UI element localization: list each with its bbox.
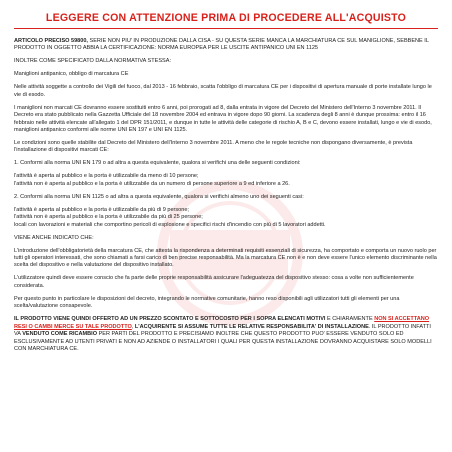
article-label: ARTICOLO PRECISO 59800, — [14, 38, 88, 44]
paragraph-uni-en-1125: 2. Conformi alla norma UNI EN 1125 o ad altra a questa equivalente, qualora si verifichi almeno uno dei seguenti casi: — [14, 193, 304, 200]
no-returns-notice: NON SI ACCETTANO RESI O CAMBI MERCE SU TALE PRODOTTO — [14, 316, 430, 330]
case-line: locali con lavorazioni e materiali che comportino pericoli di esplosione e specifici rischi d'incendio con più di 5 lavoratori addetti. — [14, 221, 326, 228]
page-title: LEGGERE CON ATTENZIONE PRIMA DI PROCEDERE ALL'ACQUISTO — [45, 12, 407, 24]
paragraph-article — [14, 38, 438, 53]
spare-part-notice: VENDUTO COME RICAMBIO — [22, 331, 98, 338]
paragraph-normativa-intro: INOLTRE COME SPECIFICATO DALLA NORMATIVA STESSA: — [14, 58, 171, 65]
case-line: l'attività non è aperta al pubblico e la porta è utilizzabile da un numero di persone superiore a 9 ed inferiore a 26. — [14, 180, 290, 187]
document-body — [14, 38, 438, 359]
paragraph-uni-en-179-cases — [14, 173, 438, 188]
paragraph-viene-indicato: VIENE ANCHE INDICATO CHE: — [14, 234, 94, 241]
offer-lead: IL PRODOTTO VIENE QUINDI OFFERTO AD UN PREZZO SCONTATO E SOTTOCOSTO PER I SOPRA ELENCATI MOTIVI — [14, 316, 326, 323]
case-line: l'attività è aperta al pubblico e la porta è utilizzabile da meno di 10 persone; — [14, 173, 199, 180]
offer-text: PER PARTI DEL PRODOTTO E PRECISIAMO INOLTRE CHE QUESTO PRODOTTO PUO' ESSERE VENDUTO SOLO ED ESCLUSIVAMENTE AD UTENTI PRIVATI E NON AD AZIENDE O INSTALLATORI I QUALI PER QUESTA INSTALLAZIONE DOVRANNO ACQUISTARE SOLO MODELLI CON MARCHIATURA CE. — [14, 331, 432, 353]
paragraph-obbligo-title: Maniglioni antipanico, obbligo di marcatura CE — [14, 71, 129, 78]
case-line: l'attività non è aperta al pubblico e la porta è utilizzabile da più di 25 persone; — [14, 214, 203, 221]
paragraph-disposizioni: Per questo punto in particolare le disposizioni del decreto, integrando le normative comunitarie, hanno reso disponibili agli utilizzatori tutti gli elementi per una scelta/valutazione consapevole. — [14, 295, 400, 310]
paragraph-obbligo: Nelle attività soggette a controllo dei Vigili del fuoco, dal 2013 - 16 febbraio, scatta l'obbligo di marcatura CE per i dispositivi di apertura manuale di porte installate lungo le vie di esodo. — [14, 84, 432, 98]
offer-text: E CHIARAMENTE — [325, 316, 375, 323]
paragraph-condizioni: Le condizioni sono quelle stabilite dal Decreto del Ministero dell'Interno 3 novembre 2011. A meno che le regole tecniche non dispongano diversamente, è prevista l'installazione di dispositivi marcati CE: — [14, 140, 413, 154]
article-text: SERIE NON PIU' IN PRODUZIONE DALLA CISA - SU QUESTA SERIE MANCA LA MARCHIATURA CE SUL MANIGLIONE, SEBBENE IL PRODOTTO IN OGGETTO ABBIA LA CERTIFICAZIONE: NORMA EUROPEA PER LE USCITE ANTIPANICO UNI EN 1125 — [14, 38, 429, 52]
paragraph-scadenza: I maniglioni non marcati CE dovranno essere sostituiti entro 6 anni, poi prorogati ad 8, dalla entrata in vigore del Decreto del Ministero dell'Interno 3 novembre 2011. Il Decreto era stato pubblicato nella Gazzetta Ufficiale del 18 novembre 2004 ed entrava in vigore dopo 90 giorni. La scadenza degli 8 anni è dunque prossima: entro il 16 febbraio nelle attività elencate all'allegato 1 del DPR 151/2011, e dunque in tutte le attività delle categorie di rischio A, B e C, devono essere installati, lungo e vie di esodo, maniglioni antipanico conformi alle norme UNI EN 197 e UNI EN 1125. — [14, 104, 432, 134]
responsibility-notice: L'ACQUIRENTE SI ASSUME TUTTE LE RELATIVE RESPONSABILITA' DI INSTALLAZIONE — [134, 323, 369, 330]
case-line: l'attività è aperta al pubblico e la porta è utilizzabile da più di 9 persone; — [14, 206, 189, 213]
paragraph-uni-en-1125-cases — [14, 207, 438, 229]
paragraph-utilizzatore: L'utilizzatore quindi deve essere conscio che fa parte delle proprie responsabilità assicurare l'adeguatezza del dispositivo stesso: cosa a volte non sufficientemente considerata. — [14, 275, 414, 289]
paragraph-uni-en-179: 1. Conformi alla norma UNI EN 179 o ad altra a questa equivalente, qualora si verifichi una delle seguenti condizioni: — [14, 160, 301, 167]
paragraph-marcatura: L'introduzione dell'obbligatorietà della marcatura CE, che attesta la rispondenza a determinati requisiti essenziali di sicurezza, ha comportato e comporta un nuovo ruolo per tutti gli operatori interessati, che sono chiamati a farsi carico di ben precise responsabilità. Ma la marcatura CE non è e non deve essere l'unico elemento discriminante nella scelta del dispositivo e nella valutazione del dispositivo installato. — [14, 247, 437, 269]
title-divider — [14, 28, 438, 29]
paragraph-offerta — [14, 316, 438, 353]
offer-text: . IL PRODOTTO INFATTI VA — [14, 323, 431, 338]
offer-text: , — [131, 323, 135, 330]
